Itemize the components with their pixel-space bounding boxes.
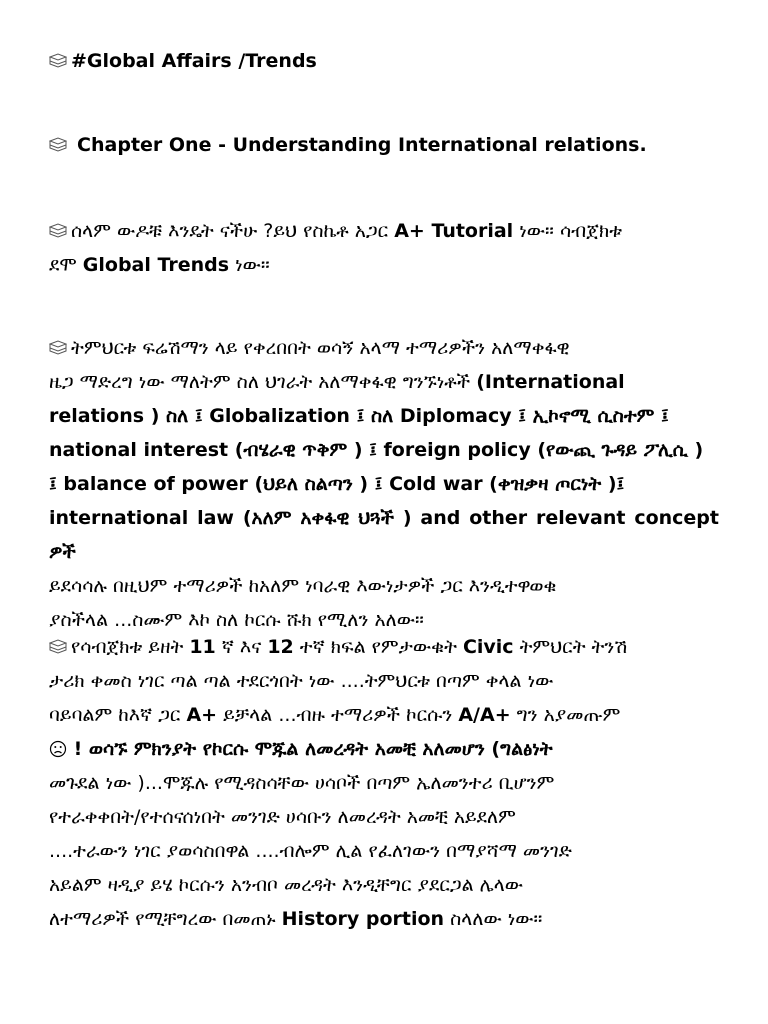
text-run: ነው። <box>229 254 270 276</box>
text-run-bold: 11 <box>189 636 216 658</box>
text-line <box>49 732 719 766</box>
text-line: international law (አለም አቀፋዊ ህጓች ) and other relevant concept ዎች <box>49 507 719 563</box>
text-line <box>49 214 719 248</box>
text-line: relations ) ስለ ፤ Globalization ፤ ስለ Diplomacy ፤ ኢኮኖሚ ሲስተም ፤ <box>49 405 669 427</box>
books-icon <box>49 53 67 68</box>
text-line: ፤ balance of power (ህይለ ስልጣን ) ፤ Cold war (ቀዝቃዛ ጦርነት )፤ <box>49 473 625 495</box>
text-line: መጉደል ነው )...ሞጁሉ የሚዳስሳቸው ሀሳቦች በጣም ኤለመንተሪ ቢሆንም <box>49 772 555 794</box>
books-icon <box>49 223 67 238</box>
text-line: ....ተራውን ነገር ያወሳስበዋል ....ብሎም ሊል የፈለገውን በማያሻማ መንገድ <box>49 840 572 862</box>
text-line: አይልም ዛዲያ ይሄ ኮርሱን አንብቦ መረዳት እንዲቸግር ያደርጋል ሌላው <box>49 874 524 896</box>
text-run: ስላለው ነው። <box>444 908 543 930</box>
text-line: national interest (ብሄራዊ ጥቅም ) ፤ foreign policy (የውጪ ጉዳይ ፖሊሲ ) <box>49 439 704 461</box>
chapter-heading <box>49 128 719 162</box>
text-run: ! ወሳኙ ምክንያት የኮርሱ ሞጁል ለመረዳት አመቺ አለመሆን (ግልፅነት <box>67 738 553 760</box>
text-run: ነው። ሳብጀክቱ <box>513 220 623 242</box>
chapter-heading-text: Chapter One - Understanding International relations. <box>77 134 647 156</box>
books-icon <box>49 340 67 355</box>
text-run-bold: A+ <box>186 704 218 726</box>
text-run: የሳብጀክቱ ይዘት <box>71 636 190 658</box>
text-run-bold: (International <box>476 371 625 393</box>
text-run-bold: A+ Tutorial <box>394 220 514 242</box>
text-line: ያስችላል ...ስሙም እኮ ስለ ኮርሱ ሹክ የሚለን አለው። <box>49 609 424 631</box>
text-run: ኛ እና <box>215 636 268 658</box>
text-line <box>49 902 719 936</box>
paragraph-course-aim <box>49 331 719 637</box>
text-line: ይደሳሳሉ በዚህም ተማሪዎች ከአለም ነባራዊ እውነታዎች ጋር እንዲተዋወቁ <box>49 575 557 597</box>
intro-paragraph <box>49 214 719 282</box>
text-run: ግን አያመጡም <box>510 704 621 726</box>
text-run-bold: Global Trends <box>82 254 230 276</box>
text-run-bold: Civic <box>462 636 514 658</box>
text-line <box>49 630 719 664</box>
text-line: ታሪክ ቀመስ ነገር ጣል ጣል ተደርጎበት ነው ....ትምህርቱ በጣም ቀላል ነው <box>49 670 554 692</box>
doc-title-text: #Global Affairs /Trends <box>71 50 317 72</box>
sad-face-icon <box>49 740 67 758</box>
text-line <box>49 698 719 732</box>
paragraph-course-content <box>49 630 719 936</box>
text-run-bold: History portion <box>281 908 445 930</box>
text-run: ይቻላል ...ብዙ ተማሪዎች ኮርሱን <box>217 704 459 726</box>
text-run: ባይባልም ከእኛ ጋር <box>49 704 187 726</box>
text-run: ዜጋ ማድረግ ነው ማለትም ስለ ህገራት አለማቀፋዊ ግንኙነቶች <box>49 371 477 393</box>
text-run-bold: A/A+ <box>458 704 511 726</box>
text-run: ትምህርት ትንሽ <box>513 636 628 658</box>
text-run-bold: 12 <box>267 636 294 658</box>
text-line: የተራቀቀበት/የተሰናሰነበት መንገድ ሀሳቡን ለመረዳት አመቺ አይደለም <box>49 806 516 828</box>
text-line <box>49 331 719 365</box>
text-run: ተኛ ክፍል የምታውቁት <box>293 636 463 658</box>
text-run: ለተማሪዎች የሚቸግረው በመጠኑ <box>49 908 282 930</box>
books-icon <box>49 137 67 152</box>
text-run: ሰላም ውዶቹ እንዴት ናችሁ ?ይህ የስኬቶ አጋር <box>71 220 395 242</box>
text-line <box>49 365 719 399</box>
text-line <box>49 248 719 282</box>
doc-title <box>49 44 719 78</box>
text-run: ትምህርቱ ፍሬሽማን ላይ የቀረበበት ወሳኝ አላማ ተማሪዎችን አለማቀፋዊ <box>71 337 570 359</box>
books-icon <box>49 639 67 654</box>
text-run: ደሞ <box>49 254 83 276</box>
